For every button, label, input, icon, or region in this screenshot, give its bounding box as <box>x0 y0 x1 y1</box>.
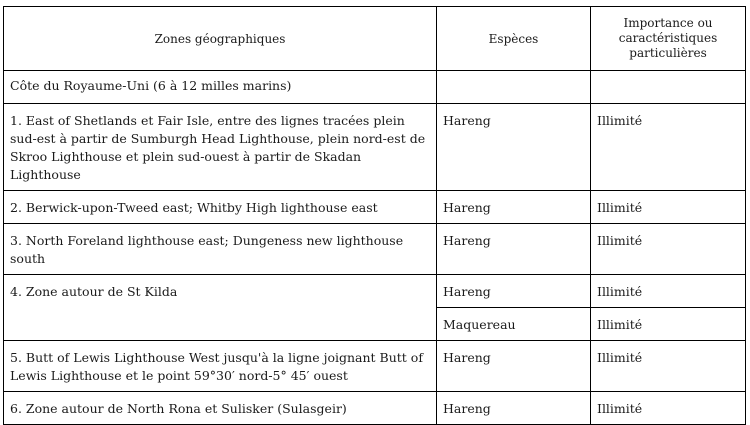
section-empty-species <box>437 71 591 104</box>
species-cell: Maquereau <box>437 308 591 341</box>
importance-cell: Illimité <box>591 191 746 224</box>
importance-cell: Illimité <box>591 392 746 425</box>
zone-cell: 4. Zone autour de St Kilda <box>4 275 437 341</box>
species-cell: Hareng <box>437 191 591 224</box>
table-row <box>4 104 746 191</box>
species-cell: Hareng <box>437 341 591 392</box>
species-cell: Hareng <box>437 392 591 425</box>
header-species: Espèces <box>437 7 591 71</box>
section-row <box>4 71 746 104</box>
species-cell: Hareng <box>437 275 591 308</box>
zone-cell: 6. Zone autour de North Rona et Sulisker (Sulasgeir) <box>4 392 437 425</box>
importance-cell: Illimité <box>591 308 746 341</box>
section-title: Côte du Royaume-Uni (6 à 12 milles marins) <box>4 71 437 104</box>
species-cell: Hareng <box>437 224 591 275</box>
section-empty-importance <box>591 71 746 104</box>
header-row <box>4 7 746 71</box>
table-row <box>4 392 746 425</box>
importance-cell: Illimité <box>591 224 746 275</box>
importance-cell: Illimité <box>591 341 746 392</box>
header-importance: Importance ou caractéristiques particulières <box>591 7 746 71</box>
header-zones: Zones géographiques <box>4 7 437 71</box>
table-row <box>4 191 746 224</box>
fishing-zones-table <box>3 6 746 425</box>
zone-cell: 2. Berwick-upon-Tweed east; Whitby High lighthouse east <box>4 191 437 224</box>
importance-cell: Illimité <box>591 275 746 308</box>
table-row <box>4 224 746 275</box>
zone-cell: 3. North Foreland lighthouse east; Dungeness new lighthouse south <box>4 224 437 275</box>
importance-cell: Illimité <box>591 104 746 191</box>
zone-cell: 1. East of Shetlands et Fair Isle, entre des lignes tracées plein sud-est à partir de Sumburgh Head Lighthouse, plein nord-est de Skroo Lighthouse et plein sud-ouest à partir de Skadan Lighthouse <box>4 104 437 191</box>
table-row <box>4 341 746 392</box>
species-cell: Hareng <box>437 104 591 191</box>
zone-cell: 5. Butt of Lewis Lighthouse West jusqu'à la ligne joignant Butt of Lewis Lighthouse et le point 59°30′ nord-5° 45′ ouest <box>4 341 437 392</box>
table-row <box>4 275 746 308</box>
